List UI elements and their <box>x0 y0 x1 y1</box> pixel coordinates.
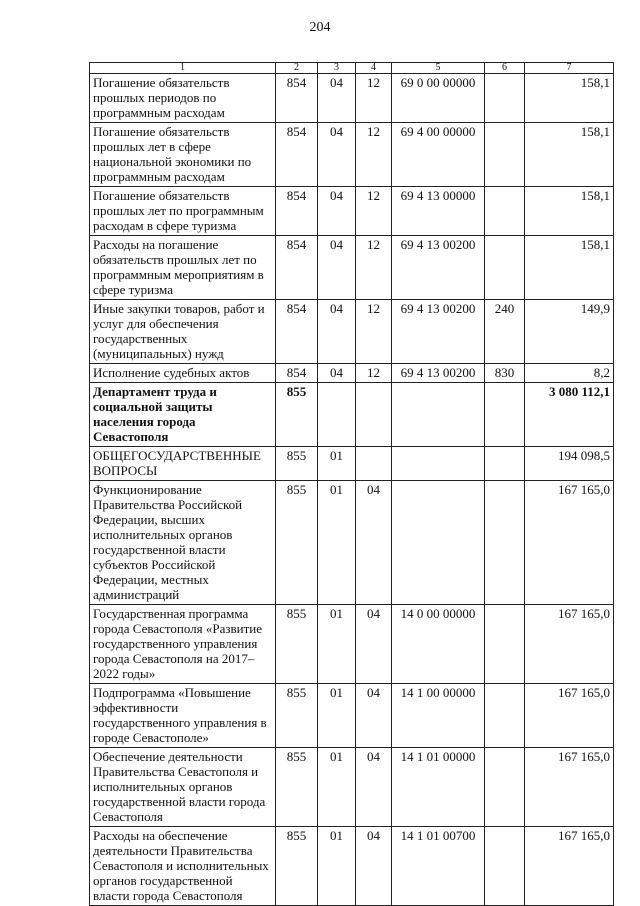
row-col4-cell: 04 <box>356 481 392 605</box>
row-col3-cell: 01 <box>318 748 356 827</box>
row-col6-cell <box>485 684 525 748</box>
row-col4-cell: 04 <box>356 748 392 827</box>
row-col3-cell: 01 <box>318 827 356 906</box>
row-col3-cell: 04 <box>318 123 356 187</box>
row-name-cell: Государственная программа города Севастополя «Развитие государственного управления города Севастополя на 2017–2022 годы» <box>90 605 276 684</box>
row-name-cell: Погашение обязательств прошлых периодов по программным расходам <box>90 74 276 123</box>
row-col3-cell: 04 <box>318 364 356 383</box>
row-col5-cell: 14 0 00 00000 <box>392 605 485 684</box>
row-col6-cell <box>485 481 525 605</box>
row-col2-cell: 855 <box>276 684 318 748</box>
table-row <box>90 236 614 300</box>
row-col3-cell: 04 <box>318 74 356 123</box>
row-col2-cell: 854 <box>276 364 318 383</box>
row-col4-cell: 12 <box>356 236 392 300</box>
row-name-cell: Погашение обязательств прошлых лет по программным расходам в сфере туризма <box>90 187 276 236</box>
row-col5-cell: 14 1 01 00700 <box>392 827 485 906</box>
row-name-cell: Функционирование Правительства Российской Федерации, высших исполнительных органов государственной власти субъектов Российской Федерации, местных администраций <box>90 481 276 605</box>
row-col4-cell <box>356 447 392 481</box>
row-col7-cell: 167 165,0 <box>525 605 614 684</box>
row-col7-cell: 194 098,5 <box>525 447 614 481</box>
row-col5-cell: 69 4 13 00200 <box>392 236 485 300</box>
row-col3-cell: 04 <box>318 187 356 236</box>
table-row <box>90 447 614 481</box>
row-col3-cell: 04 <box>318 236 356 300</box>
row-col7-cell: 158,1 <box>525 123 614 187</box>
row-col3-cell: 01 <box>318 605 356 684</box>
row-col3-cell: 01 <box>318 481 356 605</box>
table-row <box>90 827 614 906</box>
row-col6-cell <box>485 123 525 187</box>
row-col2-cell: 855 <box>276 605 318 684</box>
row-col6-cell <box>485 383 525 447</box>
row-col7-cell: 167 165,0 <box>525 481 614 605</box>
row-col6-cell <box>485 187 525 236</box>
column-header: 5 <box>392 63 485 74</box>
row-col7-cell: 167 165,0 <box>525 684 614 748</box>
row-name-cell: Обеспечение деятельности Правительства Севастополя и исполнительных органов государственной власти города Севастополя <box>90 748 276 827</box>
row-name-cell: Подпрограмма «Повышение эффективности государственного управления в городе Севастополе» <box>90 684 276 748</box>
row-col5-cell: 69 4 13 00000 <box>392 187 485 236</box>
row-col2-cell: 855 <box>276 447 318 481</box>
row-name-cell: Иные закупки товаров, работ и услуг для обеспечения государственных (муниципальных) нужд <box>90 300 276 364</box>
row-col3-cell: 01 <box>318 447 356 481</box>
row-col5-cell: 14 1 00 00000 <box>392 684 485 748</box>
table-row <box>90 123 614 187</box>
row-col6-cell <box>485 827 525 906</box>
row-col7-cell: 167 165,0 <box>525 827 614 906</box>
row-name-cell: ОБЩЕГОСУДАРСТВЕННЫЕ ВОПРОСЫ <box>90 447 276 481</box>
table-row <box>90 364 614 383</box>
row-col2-cell: 854 <box>276 300 318 364</box>
column-header: 4 <box>356 63 392 74</box>
row-col2-cell: 855 <box>276 383 318 447</box>
table-row <box>90 748 614 827</box>
row-col4-cell: 04 <box>356 605 392 684</box>
row-col4-cell: 04 <box>356 827 392 906</box>
table-row <box>90 605 614 684</box>
row-col6-cell <box>485 605 525 684</box>
row-col5-cell <box>392 481 485 605</box>
row-col4-cell: 12 <box>356 187 392 236</box>
row-col4-cell: 12 <box>356 74 392 123</box>
row-name-cell: Расходы на погашение обязательств прошлых лет по программным мероприятиям в сфере туризма <box>90 236 276 300</box>
row-col2-cell: 854 <box>276 187 318 236</box>
row-col7-cell: 149,9 <box>525 300 614 364</box>
table-row <box>90 481 614 605</box>
row-col4-cell: 12 <box>356 123 392 187</box>
row-col7-cell: 158,1 <box>525 187 614 236</box>
row-col2-cell: 854 <box>276 236 318 300</box>
row-col5-cell: 14 1 01 00000 <box>392 748 485 827</box>
row-col7-cell: 158,1 <box>525 74 614 123</box>
row-col7-cell: 167 165,0 <box>525 748 614 827</box>
row-col5-cell: 69 0 00 00000 <box>392 74 485 123</box>
budget-table <box>89 62 614 906</box>
page-number: 204 <box>309 20 331 35</box>
table-row <box>90 300 614 364</box>
row-name-cell: Исполнение судебных актов <box>90 364 276 383</box>
table-row <box>90 187 614 236</box>
row-col2-cell: 854 <box>276 74 318 123</box>
row-col4-cell: 12 <box>356 300 392 364</box>
row-col6-cell <box>485 748 525 827</box>
row-col2-cell: 855 <box>276 481 318 605</box>
row-col6-cell <box>485 447 525 481</box>
row-col2-cell: 855 <box>276 748 318 827</box>
row-col2-cell: 855 <box>276 827 318 906</box>
row-col6-cell: 240 <box>485 300 525 364</box>
row-col3-cell <box>318 383 356 447</box>
row-col5-cell <box>392 383 485 447</box>
row-col5-cell: 69 4 13 00200 <box>392 300 485 364</box>
row-name-cell: Департамент труда и социальной защиты населения города Севастополя <box>90 383 276 447</box>
row-col4-cell <box>356 383 392 447</box>
row-col4-cell: 04 <box>356 684 392 748</box>
row-col5-cell <box>392 447 485 481</box>
row-col6-cell <box>485 236 525 300</box>
row-name-cell: Погашение обязательств прошлых лет в сфере национальной экономики по программным расходам <box>90 123 276 187</box>
table-header-row <box>90 63 614 74</box>
row-col5-cell: 69 4 13 00200 <box>392 364 485 383</box>
table-row <box>90 74 614 123</box>
table-row <box>90 383 614 447</box>
row-col6-cell: 830 <box>485 364 525 383</box>
row-name-cell: Расходы на обеспечение деятельности Правительства Севастополя и исполнительных органов государственной власти города Севастополя <box>90 827 276 906</box>
row-col6-cell <box>485 74 525 123</box>
row-col3-cell: 01 <box>318 684 356 748</box>
column-header: 6 <box>485 63 525 74</box>
column-header: 3 <box>318 63 356 74</box>
row-col3-cell: 04 <box>318 300 356 364</box>
row-col5-cell: 69 4 00 00000 <box>392 123 485 187</box>
row-col2-cell: 854 <box>276 123 318 187</box>
row-col7-cell: 3 080 112,1 <box>525 383 614 447</box>
row-col7-cell: 8,2 <box>525 364 614 383</box>
column-header: 2 <box>276 63 318 74</box>
table-row <box>90 684 614 748</box>
column-header: 7 <box>525 63 614 74</box>
row-col4-cell: 12 <box>356 364 392 383</box>
row-col7-cell: 158,1 <box>525 236 614 300</box>
column-header: 1 <box>90 63 276 74</box>
